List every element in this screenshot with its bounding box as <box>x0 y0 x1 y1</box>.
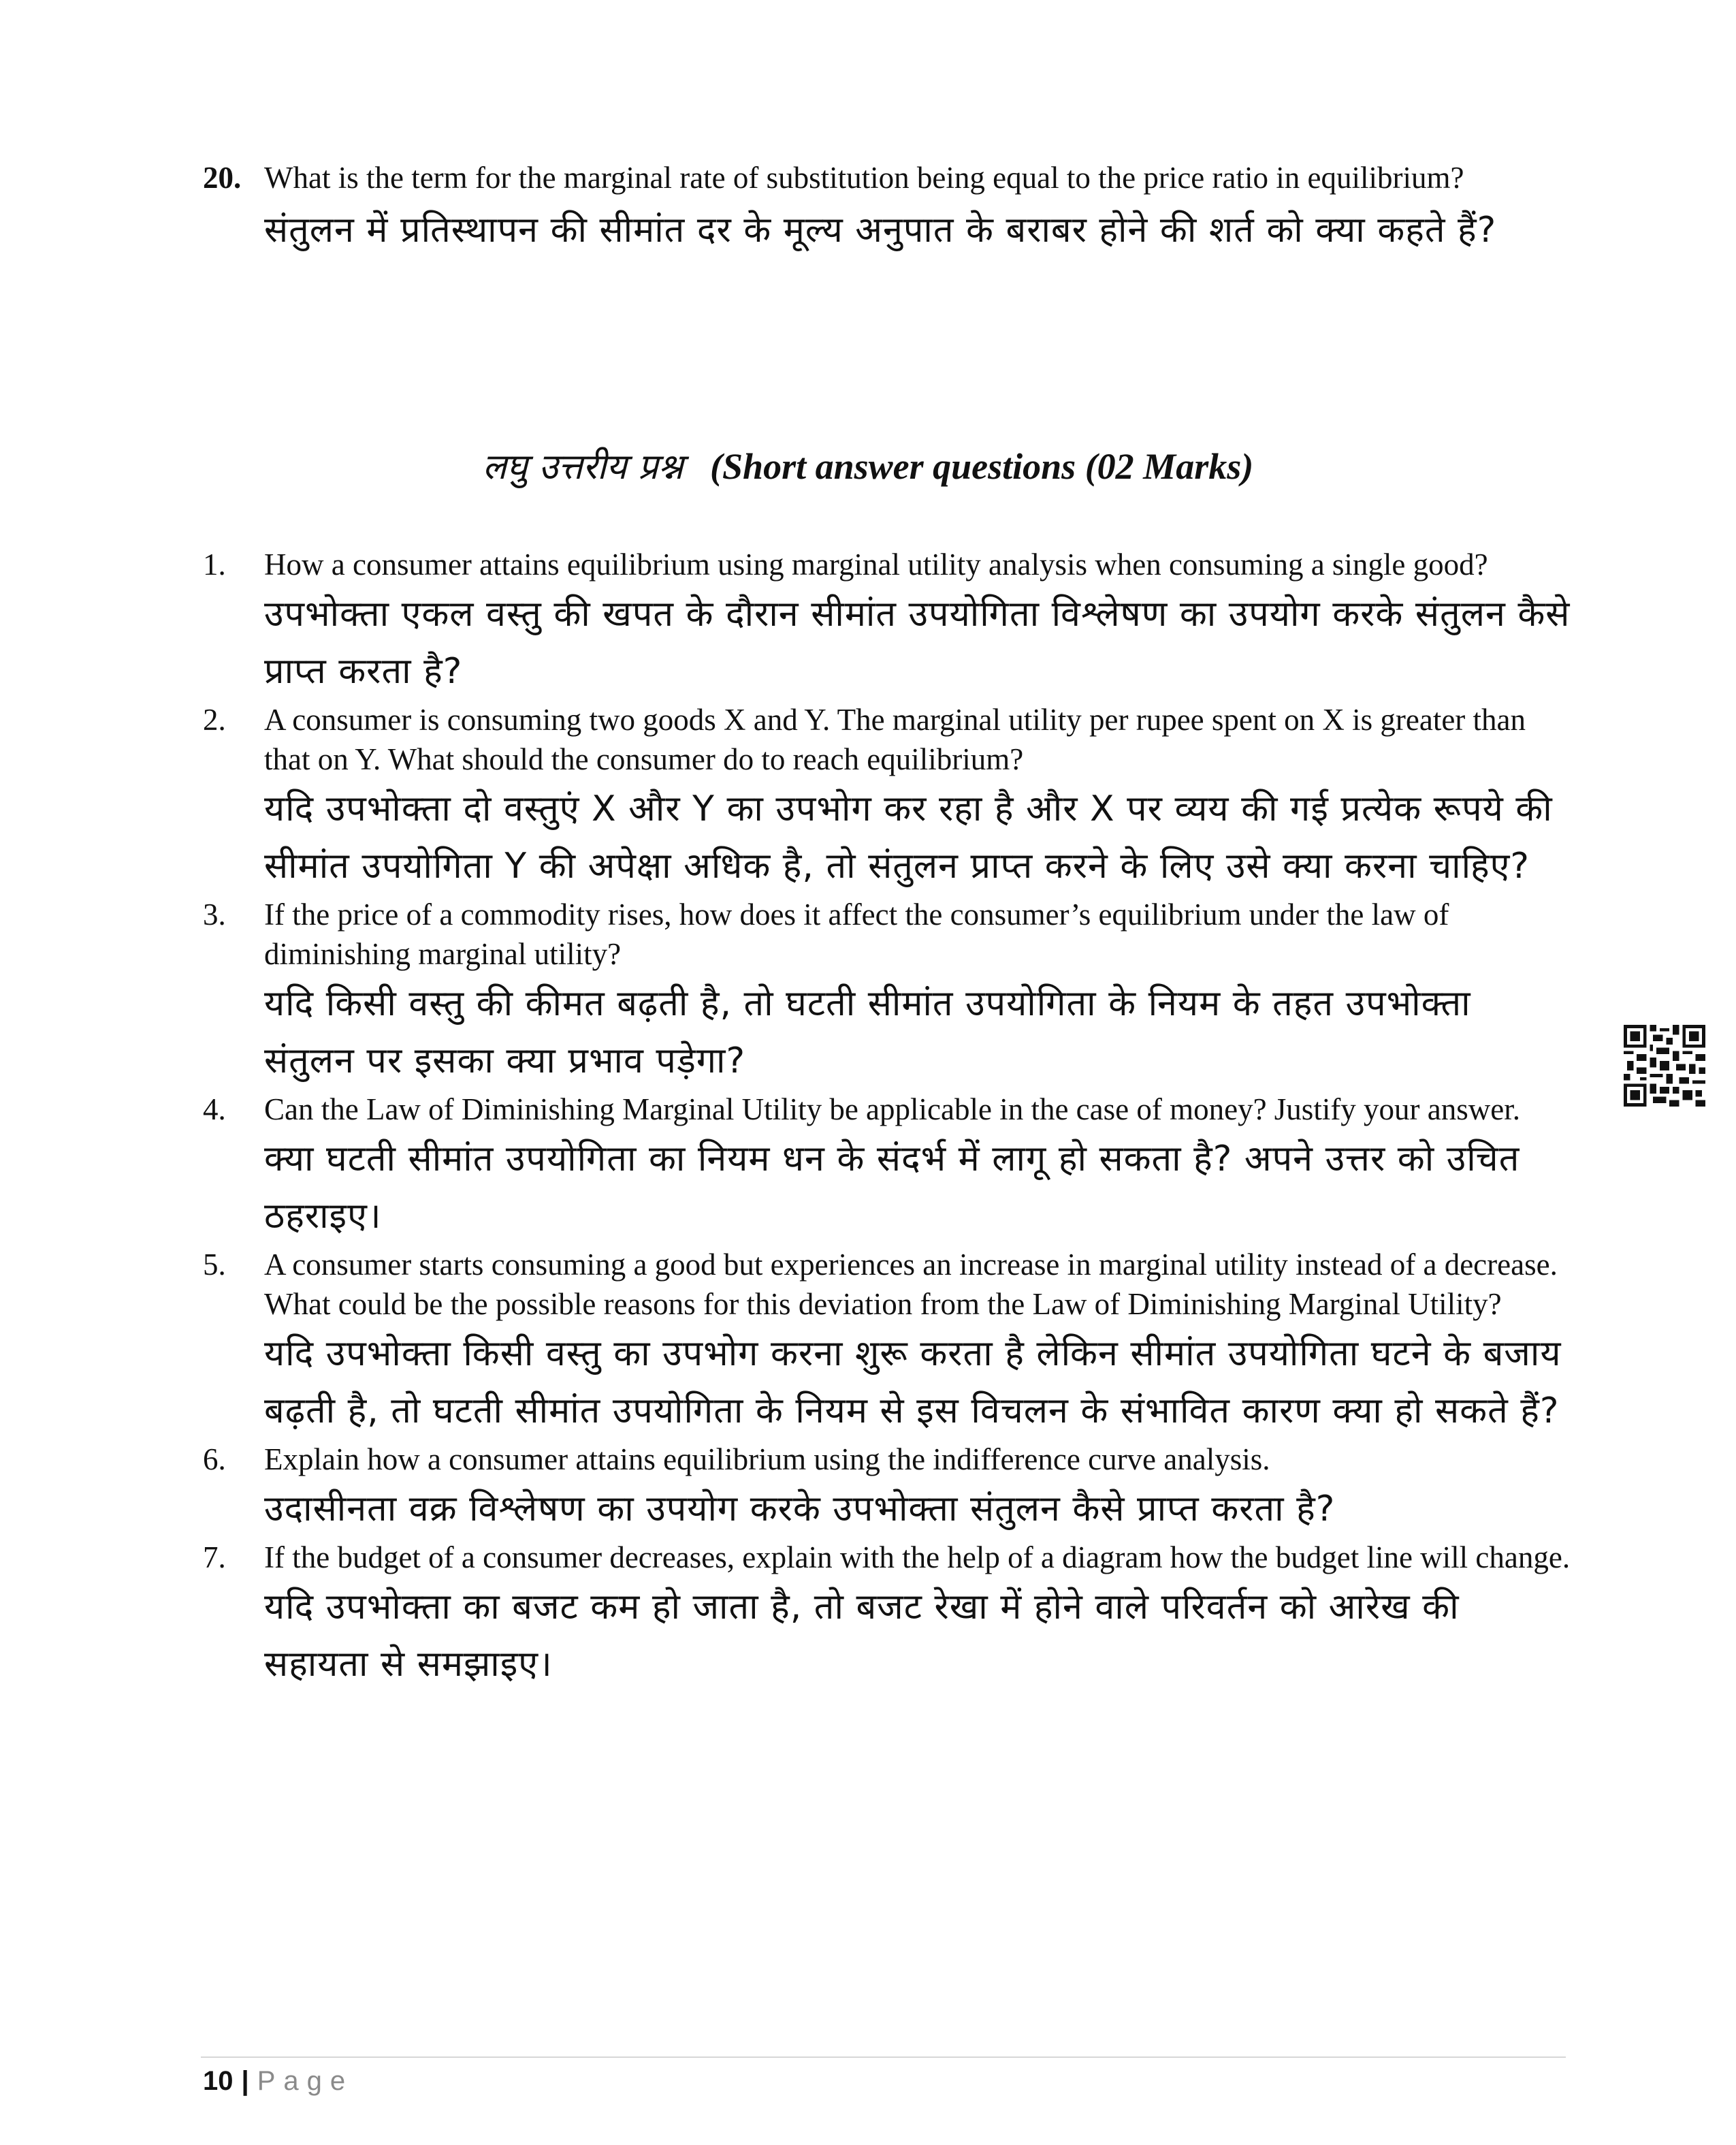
short-answer-question-list <box>203 545 1571 1693</box>
section-heading-hindi: लघु उत्तरीय प्रश्न <box>482 447 684 488</box>
list-item <box>203 700 1571 895</box>
question-number: 7. <box>203 1540 226 1574</box>
question-text-english: A consumer starts consuming a good but experiences an increase in marginal utility instead of a decrease. What could be the possible reasons for this deviation from the Law of Diminishing Marginal Utility? <box>264 1248 1558 1321</box>
question-text-hindi: उपभोक्ता एकल वस्तु की खपत के दौरान सीमांत उपयोगिता विश्लेषण का उपयोग करके संतुलन कैसे प्राप्त करता है? <box>264 594 1571 692</box>
question-number: 6. <box>203 1442 226 1476</box>
question-text-hindi: उदासीनता वक्र विश्लेषण का उपयोग करके उपभोक्ता संतुलन कैसे प्राप्त करता है? <box>264 1489 1336 1529</box>
question-text-english: If the price of a commodity rises, how does it affect the consumer’s equilibrium under the law of diminishing marginal utility? <box>264 897 1449 971</box>
question-number: 1. <box>203 547 226 582</box>
question-text-hindi: यदि उपभोक्ता का बजट कम हो जाता है, तो बजट रेखा में होने वाले परिवर्तन को आरेख की सहायता से समझाइए। <box>264 1587 1460 1685</box>
question-text-english: A consumer is consuming two goods X and Y. The marginal utility per rupee spent on X is greater than that on Y. What should the consumer do to reach equilibrium? <box>264 703 1526 776</box>
question-text-english: If the budget of a consumer decreases, explain with the help of a diagram how the budget line will change. <box>264 1540 1571 1574</box>
question-text-hindi: क्या घटती सीमांत उपयोगिता का नियम धन के संदर्भ में लागू हो सकता है? अपने उत्तर को उचित ठहराइए। <box>264 1139 1520 1237</box>
question-text-english: Explain how a consumer attains equilibrium using the indifference curve analysis. <box>264 1442 1270 1476</box>
section-heading-english: (Short answer questions (02 Marks) <box>710 446 1254 487</box>
list-item <box>203 895 1571 1090</box>
list-item <box>203 1538 1571 1693</box>
question-20 <box>203 158 1571 259</box>
question-text-hindi: यदि उपभोक्ता किसी वस्तु का उपभोग करना शुरू करता है लेकिन सीमांत उपयोगिता घटने के बजाय बढ़ती है, तो घटती सीमांत उपयोगिता के नियम से इस विचलन के संभावित कारण क्या हो सकते हैं? <box>264 1333 1562 1431</box>
question-number: 5. <box>203 1248 226 1282</box>
footer-separator: | <box>241 2066 249 2096</box>
question-number: 20. <box>203 161 242 195</box>
page-footer <box>203 2062 353 2100</box>
question-number: 4. <box>203 1092 226 1126</box>
list-item <box>203 1440 1571 1538</box>
section-heading <box>0 443 1736 491</box>
question-text-english: How a consumer attains equilibrium using marginal utility analysis when consuming a single good? <box>264 547 1488 582</box>
question-text-hindi: यदि किसी वस्तु की कीमत बढ़ती है, तो घटती सीमांत उपयोगिता के नियम के तहत उपभोक्ता संतुलन पर इसका क्या प्रभाव पड़ेगा? <box>264 983 1471 1081</box>
question-text-hindi: संतुलन में प्रतिस्थापन की सीमांत दर के मूल्य अनुपात के बराबर होने की शर्त को क्या कहते हैं? <box>264 210 1497 251</box>
page-number: 10 <box>203 2066 234 2096</box>
page-word: Page <box>257 2066 354 2096</box>
list-item <box>203 545 1571 700</box>
question-number: 2. <box>203 703 226 737</box>
list-item <box>203 1245 1571 1440</box>
qr-code-icon[interactable] <box>1624 1025 1705 1107</box>
question-text-hindi: यदि उपभोक्ता दो वस्तुएं X और Y का उपभोग कर रहा है और X पर व्यय की गई प्रत्येक रूपये की सीमांत उपयोगिता Y की अपेक्षा अधिक है, तो संतुलन प्राप्त करने के लिए उसे क्या करना चाहिए? <box>264 789 1553 887</box>
footer-divider <box>201 2056 1566 2058</box>
question-number: 3. <box>203 897 226 932</box>
question-text-english: Can the Law of Diminishing Marginal Utility be applicable in the case of money? Justify your answer. <box>264 1092 1520 1126</box>
question-text-english: What is the term for the marginal rate of substitution being equal to the price ratio in equilibrium? <box>264 161 1464 195</box>
list-item <box>203 1090 1571 1245</box>
